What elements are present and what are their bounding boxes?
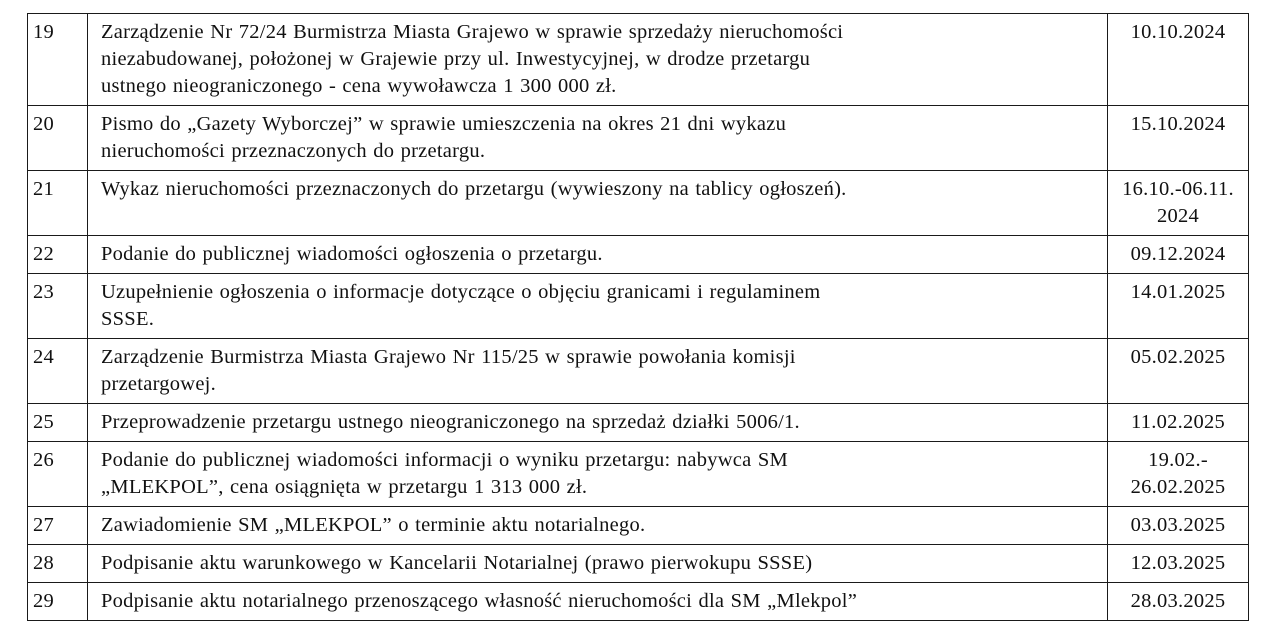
- table-row: [28, 442, 1249, 507]
- description-line: „MLEKPOL”, cena osiągnięta w przetargu 1 313 000 zł.: [101, 476, 588, 498]
- table-row: [28, 339, 1249, 404]
- table-row: [28, 236, 1249, 274]
- description-cell: [88, 14, 1108, 106]
- row-number-cell: 25: [28, 404, 88, 442]
- description-line: Uzupełnienie ogłoszenia o informacje dotyczące o objęciu granicami i regulaminem: [101, 281, 821, 303]
- date-cell: [1108, 339, 1249, 404]
- description-cell: [88, 106, 1108, 171]
- table-row: [28, 274, 1249, 339]
- table-row: [28, 14, 1249, 106]
- row-number-cell: 26: [28, 442, 88, 507]
- date-line: 10.10.2024: [1130, 21, 1226, 43]
- description-line: przetargowej.: [101, 373, 216, 395]
- table-body: [28, 14, 1249, 621]
- table-row: [28, 507, 1249, 545]
- date-cell: [1108, 545, 1249, 583]
- description-line: SSSE.: [101, 308, 155, 330]
- date-cell: [1108, 583, 1249, 621]
- description-line: Zawiadomienie SM „MLEKPOL” o terminie aktu notarialnego.: [101, 514, 646, 536]
- description-cell: [88, 404, 1108, 442]
- date-line: 12.03.2025: [1130, 552, 1226, 574]
- description-line: nieruchomości przeznaczonych do przetargu.: [101, 140, 486, 162]
- date-line: 11.02.2025: [1131, 411, 1225, 433]
- description-line: Podanie do publicznej wiadomości informacji o wyniku przetargu: nabywca SM: [101, 449, 788, 471]
- description-cell: [88, 507, 1108, 545]
- date-cell: [1108, 106, 1249, 171]
- description-cell: [88, 171, 1108, 236]
- row-number-cell: 28: [28, 545, 88, 583]
- description-line: Wykaz nieruchomości przeznaczonych do przetargu (wywieszony na tablicy ogłoszeń).: [101, 178, 847, 200]
- date-cell: [1108, 507, 1249, 545]
- date-line: 16.10.-06.11.: [1122, 178, 1234, 200]
- date-line: 14.01.2025: [1130, 281, 1226, 303]
- table-row: [28, 404, 1249, 442]
- date-cell: [1108, 404, 1249, 442]
- row-number-cell: 20: [28, 106, 88, 171]
- table-row: [28, 545, 1249, 583]
- description-cell: [88, 545, 1108, 583]
- row-number-cell: 27: [28, 507, 88, 545]
- row-number-cell: 24: [28, 339, 88, 404]
- schedule-table: [27, 13, 1249, 621]
- table-row: [28, 583, 1249, 621]
- row-number-cell: 23: [28, 274, 88, 339]
- row-number-cell: 21: [28, 171, 88, 236]
- description-line: ustnego nieograniczonego - cena wywoławcza 1 300 000 zł.: [101, 75, 617, 97]
- description-line: Przeprowadzenie przetargu ustnego nieograniczonego na sprzedaż działki 5006/1.: [101, 411, 800, 433]
- date-cell: [1108, 236, 1249, 274]
- description-cell: [88, 339, 1108, 404]
- description-cell: [88, 442, 1108, 507]
- description-line: Zarządzenie Nr 72/24 Burmistrza Miasta Grajewo w sprawie sprzedaży nieruchomości: [101, 21, 844, 43]
- description-line: Podpisanie aktu warunkowego w Kancelarii Notarialnej (prawo pierwokupu SSSE): [101, 552, 813, 574]
- date-line: 05.02.2025: [1130, 346, 1226, 368]
- row-number-cell: 29: [28, 583, 88, 621]
- description-cell: [88, 583, 1108, 621]
- description-line: Podpisanie aktu notarialnego przenoszącego własność nieruchomości dla SM „Mlekpol”: [101, 590, 858, 612]
- description-cell: [88, 274, 1108, 339]
- date-line: 19.02.-: [1148, 449, 1208, 471]
- date-cell: [1108, 274, 1249, 339]
- date-line: 09.12.2024: [1130, 243, 1226, 265]
- date-cell: [1108, 171, 1249, 236]
- date-line: 2024: [1157, 205, 1199, 227]
- date-line: 03.03.2025: [1130, 514, 1226, 536]
- description-line: Zarządzenie Burmistrza Miasta Grajewo Nr 115/25 w sprawie powołania komisji: [101, 346, 796, 368]
- table-row: [28, 171, 1249, 236]
- description-cell: [88, 236, 1108, 274]
- description-line: Pismo do „Gazety Wyborczej” w sprawie umieszczenia na okres 21 dni wykazu: [101, 113, 787, 135]
- row-number-cell: 19: [28, 14, 88, 106]
- date-line: 15.10.2024: [1130, 113, 1226, 135]
- description-line: Podanie do publicznej wiadomości ogłoszenia o przetargu.: [101, 243, 603, 265]
- date-line: 26.02.2025: [1130, 476, 1226, 498]
- date-cell: [1108, 14, 1249, 106]
- date-line: 28.03.2025: [1130, 590, 1226, 612]
- row-number-cell: 22: [28, 236, 88, 274]
- description-line: niezabudowanej, położonej w Grajewie przy ul. Inwestycyjnej, w drodze przetargu: [101, 48, 811, 70]
- table-row: [28, 106, 1249, 171]
- date-cell: [1108, 442, 1249, 507]
